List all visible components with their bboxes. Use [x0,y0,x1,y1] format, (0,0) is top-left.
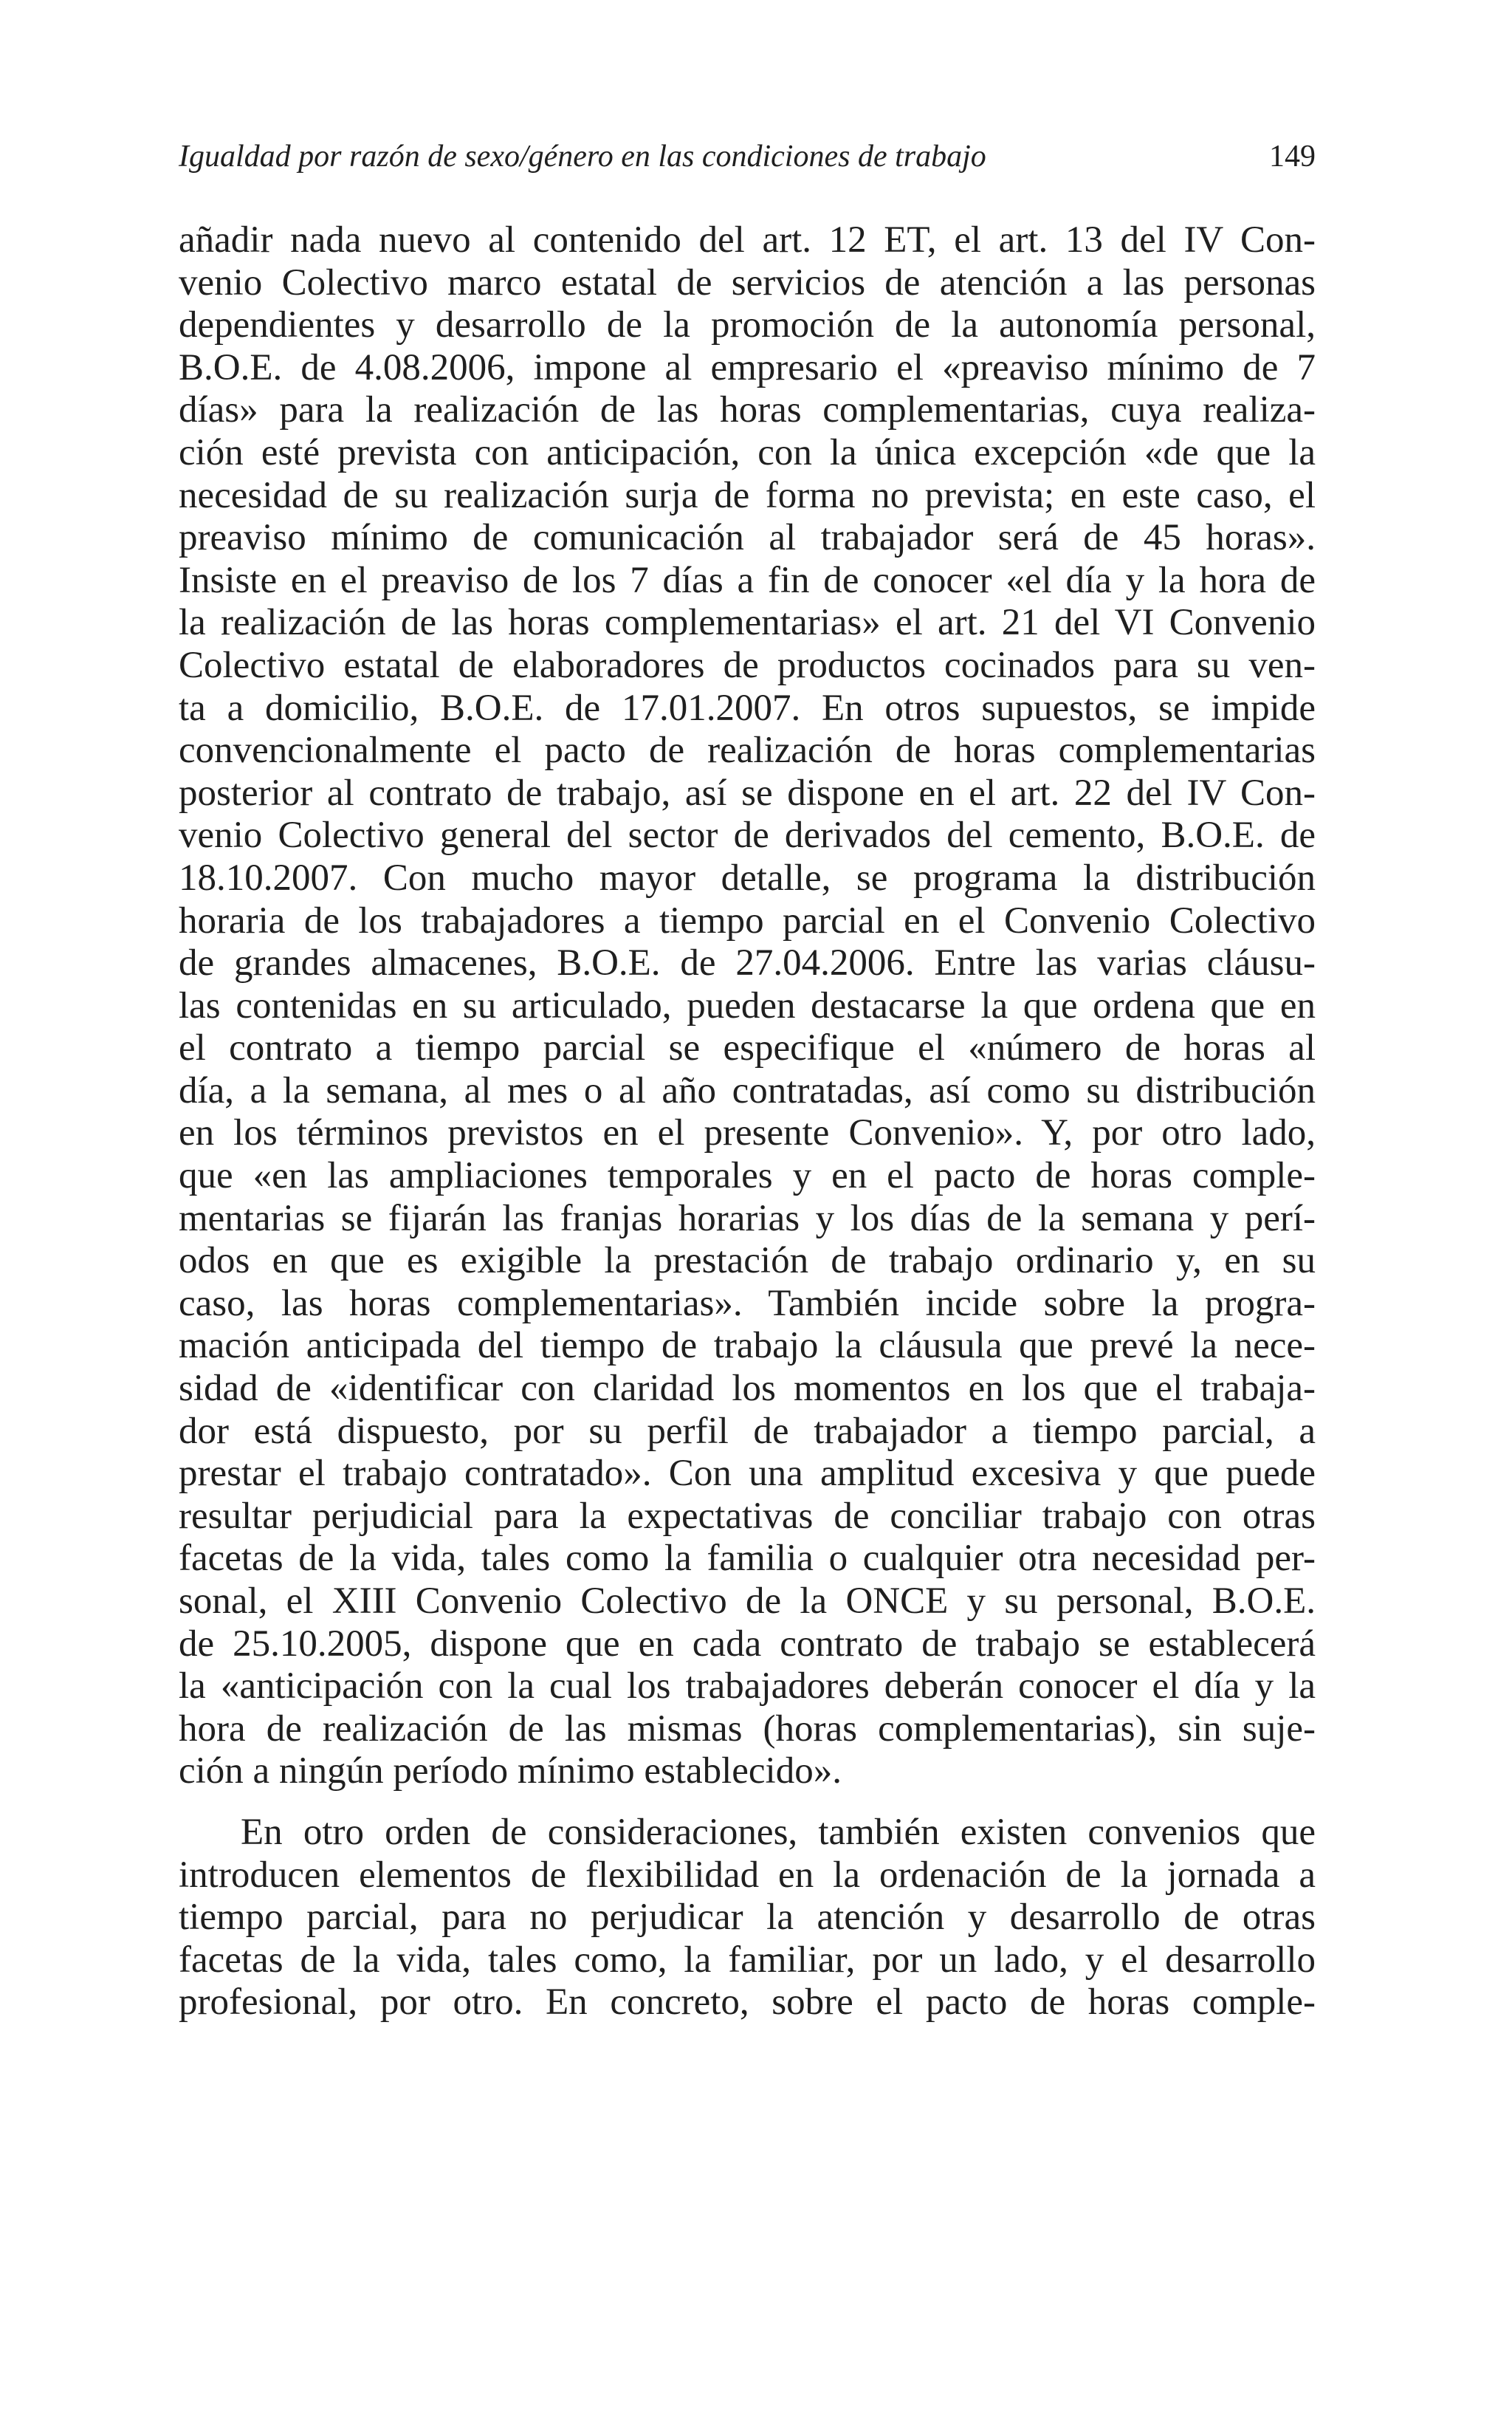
text-line: de 25.10.2005, dispone que en cada contrato de trabajo se establecerá [179,1623,1316,1665]
text-line: Colectivo estatal de elaboradores de productos cocinados para su ven- [179,644,1316,686]
text-line: posterior al contrato de trabajo, así se dispone en el art. 22 del IV Con- [179,772,1316,814]
text-line: resultar perjudicial para la expectativas de conciliar trabajo con otras [179,1495,1316,1537]
text-line: odos en que es exigible la prestación de trabajo ordinario y, en su [179,1240,1316,1282]
text-line: venio Colectivo general del sector de derivados del cemento, B.O.E. de [179,815,1316,857]
text-line: necesidad de su realización surja de forma no prevista; en este caso, el [179,474,1316,516]
text-line: hora de realización de las mismas (horas complementarias), sin suje- [179,1707,1316,1750]
text-line: ción esté prevista con anticipación, con la única excepción «de que la [179,431,1316,473]
text-line: dor está dispuesto, por su perfil de trabajador a tiempo parcial, a [179,1410,1316,1452]
text-line: mentarias se fijarán las franjas horarias y los días de la semana y perí- [179,1197,1316,1239]
text-line: las contenidas en su articulado, pueden destacarse la que ordena que en [179,984,1316,1027]
running-title: Igualdad por razón de sexo/género en las condiciones de trabajo [179,140,986,174]
text-line: prestar el trabajo contratado». Con una amplitud excesiva y que puede [179,1453,1316,1495]
text-line: en los términos previstos en el presente Convenio». Y, por otro lado, [179,1112,1316,1154]
text-line: la realización de las horas complementarias» el art. 21 del VI Convenio [179,602,1316,644]
page-number: 149 [1269,140,1316,174]
text-line: convencionalmente el pacto de realización de horas complementarias [179,730,1316,772]
text-line: venio Colectivo marco estatal de servicios de atención a las personas [179,261,1316,304]
text-line: que «en las ampliaciones temporales y en el pacto de horas comple- [179,1155,1316,1197]
text-line: facetas de la vida, tales como, la familiar, por un lado, y el desarrollo [179,1939,1316,1981]
text-line: sonal, el XIII Convenio Colectivo de la ONCE y su personal, B.O.E. [179,1580,1316,1622]
running-header [179,139,1316,183]
paragraph [179,219,1316,1793]
text-line: Insiste en el preaviso de los 7 días a fin de conocer «el día y la hora de [179,559,1316,601]
text-line: preaviso mínimo de comunicación al trabajador será de 45 horas». [179,517,1316,559]
text-line: ta a domicilio, B.O.E. de 17.01.2007. En otros supuestos, se impide [179,687,1316,729]
body-text [179,219,1316,2024]
text-line: el contrato a tiempo parcial se especifique el «número de horas al [179,1027,1316,1069]
text-line: tiempo parcial, para no perjudicar la atención y desarrollo de otras [179,1897,1316,1939]
text-line: días» para la realización de las horas complementarias, cuya realiza- [179,389,1316,431]
text-line: la «anticipación con la cual los trabajadores deberán conocer el día y la [179,1665,1316,1707]
paragraph [179,1812,1316,2024]
text-line: ción a ningún período mínimo establecido». [179,1750,842,1792]
text-line: caso, las horas complementarias». También incide sobre la progra- [179,1282,1316,1324]
text-line: En otro orden de consideraciones, también existen convenios que [241,1811,1316,1853]
text-line: horaria de los trabajadores a tiempo parcial en el Convenio Colectivo [179,900,1316,942]
text-line: mación anticipada del tiempo de trabajo la cláusula que prevé la nece- [179,1325,1316,1367]
text-line: B.O.E. de 4.08.2006, impone al empresario el «preaviso mínimo de 7 [179,346,1316,388]
text-line: añadir nada nuevo al contenido del art. 12 ET, el art. 13 del IV Con- [179,219,1316,261]
text-line: facetas de la vida, tales como la familia o cualquier otra necesidad per- [179,1538,1316,1580]
text-line: profesional, por otro. En concreto, sobre el pacto de horas comple- [179,1981,1316,2024]
text-line: dependientes y desarrollo de la promoción de la autonomía personal, [179,304,1316,346]
paragraph-gap [179,1793,1316,1812]
text-line: sidad de «identificar con claridad los momentos en los que el trabaja- [179,1368,1316,1410]
text-line: introducen elementos de flexibilidad en la ordenación de la jornada a [179,1854,1316,1896]
text-line: de grandes almacenes, B.O.E. de 27.04.2006. Entre las varias cláusu- [179,942,1316,984]
text-line: día, a la semana, al mes o al año contratadas, así como su distribución [179,1069,1316,1111]
text-line: 18.10.2007. Con mucho mayor detalle, se programa la distribución [179,857,1316,899]
